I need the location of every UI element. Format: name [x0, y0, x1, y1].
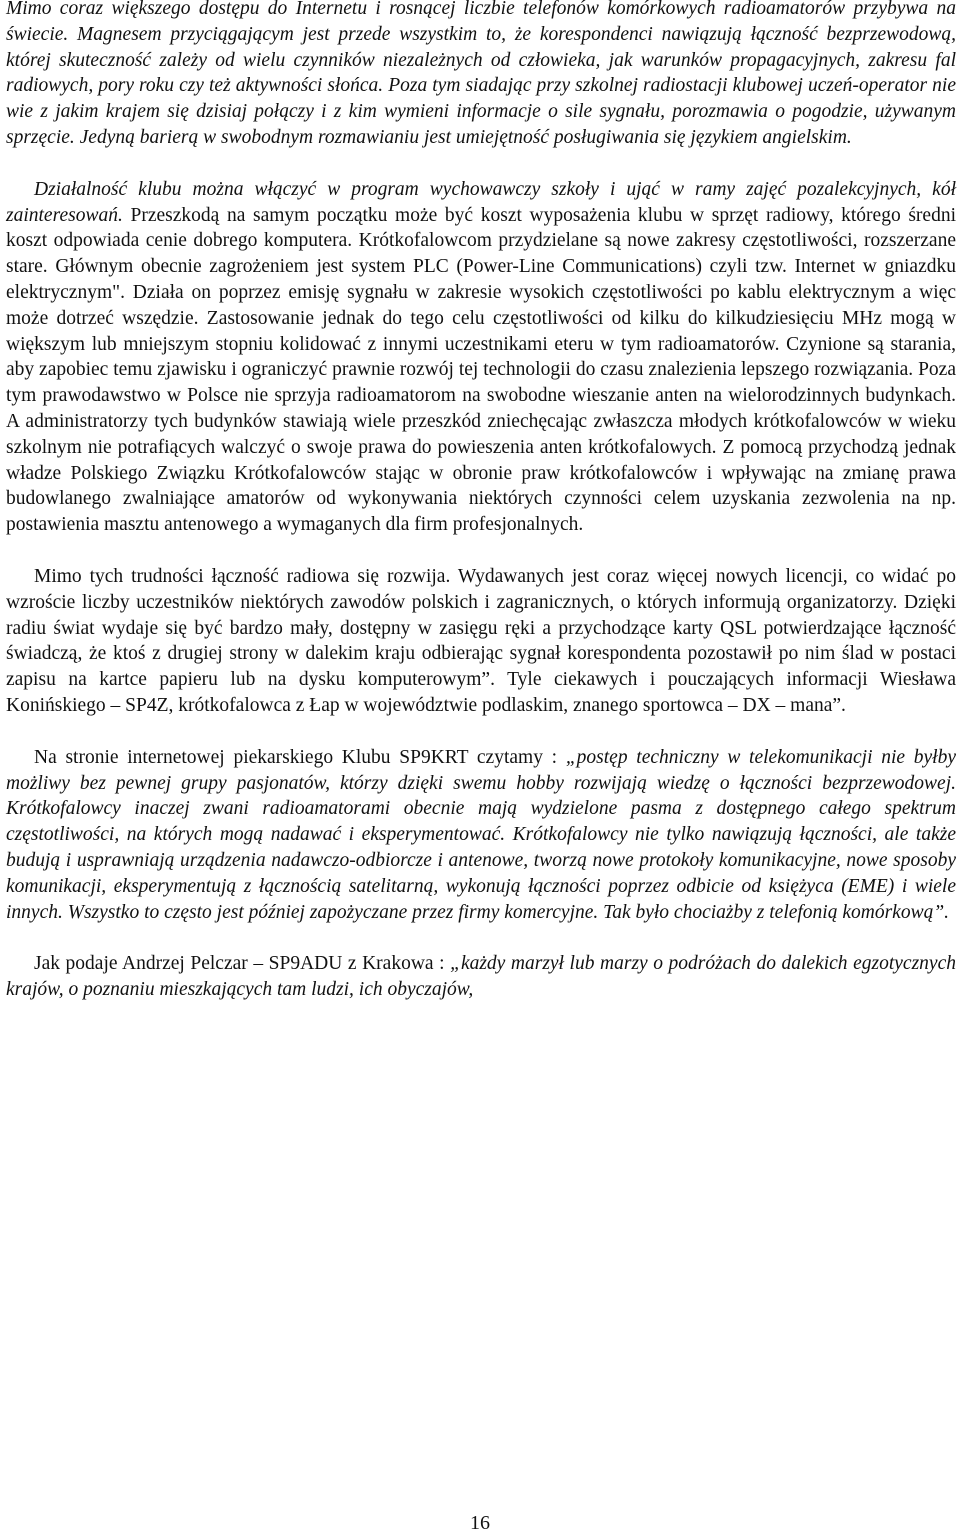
paragraph-4-quote: „postęp techniczny w telekomunikacji nie byłby możliwy bez pewnej grupy pasjonatów, którzy dzięki swemu hobby rozwijają wiedzę o łączności bezprzewodowej. Krótkofalowcy inaczej zwani radioamatorami obecnie mają wydzielone pasma z dostępnego całego spektrum częstotliwości, na których mogą nadawać i eksperymentować. Krótkofalowcy nie tylko nawiązują łączności, ale także budują i usprawniają urządzenia nadawczo-odbiorcze i antenowe, tworzą nowe protokoły komunikacyjne, nowe sposoby komunikacji, eksperymentują z łącznością satelitarną, wykonują łączności poprzez odbicie od księżyca (EME) i wiele innych. Wszystko to często jest później zapożyczane przez firmy komercyjne. Tak było chociażby z telefonią komórkową”. [6, 746, 956, 923]
paragraph-gap [6, 719, 956, 745]
paragraph-2-text: Przeszkodą na samym początku może być koszt wyposażenia klubu w sprzęt radiowy, którego średni koszt odpowiada cenie dobrego komputera. Krótkofalowcom przydzielane są nowe zakresy częstotliwości, rozszerzane stare. Głównym obecnie zagrożeniem jest system PLC (Power-Line Communications) czyli tzw. Internet w gniazdku elektrycznym". Działa on poprzez emisję sygnału w zakresie wysokich częstotliwości po kablu elektrycznym a więc może dotrzeć wszędzie. Zastosowanie jednak do tego celu częstotliwości od kilku do kilkudziesięciu MHz mogą w większym lub mniejszym stopniu kolidować z innymi uczestnikami eteru w tym radioamatorów. Czynione są starania, aby zapobiec temu zjawisku i ograniczyć prawnie rozwój tej technologii do czasu znalezienia lepszego rozwiązania. Poza tym prawodawstwo w Polsce nie sprzyja radioamatorom na swobodne wieszanie anten na wielorodzinnych budynkach. A administratorzy tych budynków stawiają wiele przeszkód zniechęcając zwłaszcza młodych krótkofalowców w wieku szkolnym nie potrafiących walczyć o swoje prawa do powieszenia anten krótkofalowych. Z pomocą przychodzą jednak władze Polskiego Związku Krótkofalowców stając w obronie praw krótkofalowców i wpływając na zmianę prawa budowlanego zwalniające amatorów od wykonywania niektórych czynności celem uzyskania zezwolenia na np. postawienia masztu antenowego a wymaganych dla firm profesjonalnych. [6, 204, 957, 536]
paragraph-2-italic: Działalność klubu można włączyć w program wychowawczy szkoły i ująć w ramy zajęć pozalekcyjnych, kół zainteresowań. [6, 178, 956, 226]
paragraph-3 [6, 564, 956, 719]
paragraph-4-text: Na stronie internetowej piekarskiego Klubu SP9KRT czytamy : [34, 746, 566, 768]
paragraph-3-text: Mimo tych trudności łączność radiowa się rozwija. Wydawanych jest coraz więcej nowych licencji, co widać po wzroście liczby uczestników niektórych zawodów polskich i zagranicznych, o których informują organizatorzy. Dzięki radiu świat wydaje się być bardzo mały, dostępny w zasięgu ręki a przychodzące karty QSL potwierdzające łączność świadczą, że ktoś z drugiej strony w dalekim kraju odbierając sygnał korespondenta pozostawił po nim ślad w postaci zapisu na kartce papieru lub na dysku komputerowym”. Tyle ciekawych i pouczających informacji Wiesława Konińskiego – SP4Z, krótkofalowca z Łap w województwie podlaskim, znanego sportowca – DX – mana”. [6, 565, 956, 716]
page-number: 16 [470, 1512, 490, 1534]
paragraph-gap [6, 538, 956, 564]
paragraph-5 [6, 951, 956, 1003]
paragraph-1-italic: Mimo coraz większego dostępu do Internetu i rosnącej liczbie telefonów komórkowych radioamatorów przybywa na świecie. Magnesem przyciągającym jest przede wszystkim to, że korespondenci nawiązują łączność bezprzewodową, której skuteczność zależy od wielu czynników niezależnych od człowieka, jak warunków propagacyjnych, zakresu fal radiowych, pory roku czy też aktywności słońca. [6, 0, 956, 97]
document-page [6, 0, 956, 1003]
paragraph-1-italic-2: Poza tym siadając przy szkolnej radiostacji klubowej uczeń-operator nie wie z jakim krajem się dzisiaj połączy i z kim wymieni informacje o sile sygnału, porozmawia o pogodzie, używanym sprzęcie. Jedyną barierą w swobodnym rozmawianiu jest umiejętność posługiwania się językiem angielskim. [6, 75, 957, 148]
paragraph-1 [6, 0, 956, 151]
paragraph-gap [6, 925, 956, 951]
paragraph-2 [6, 177, 956, 538]
paragraph-4 [6, 745, 956, 926]
paragraph-5-text: Jak podaje Andrzej Pelczar – SP9ADU z Krakowa : [34, 953, 451, 975]
paragraph-gap [6, 151, 956, 177]
paragraph-5-quote: „każdy marzył lub marzy o podróżach do dalekich egzotycznych krajów, o poznaniu mieszkających tam ludzi, ich obyczajów, [6, 953, 956, 1001]
